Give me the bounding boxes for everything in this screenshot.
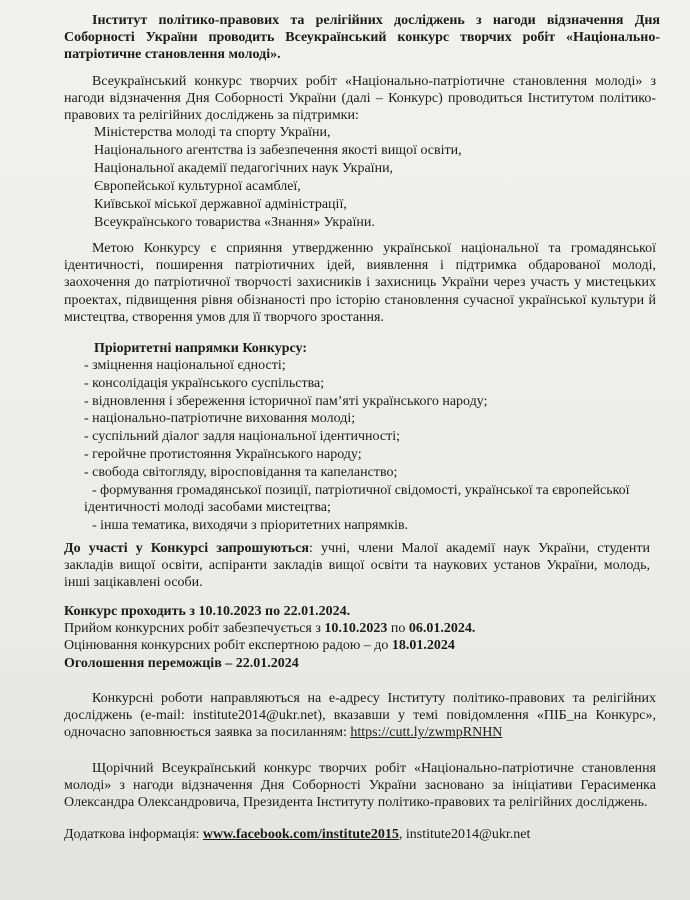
directions-title: Пріоритетні напрямки Конкурсу: <box>94 341 308 356</box>
submission-dates <box>64 620 690 637</box>
participants-label: До участі у Конкурсі запрошуються <box>64 541 309 556</box>
direction-item: - геройчне протистояння Українського народу; <box>84 446 362 462</box>
supporter-item: Міністерства молоді та спорту України, <box>94 125 331 140</box>
submission-mid: по <box>387 621 409 637</box>
evaluation-prefix: Оцінювання конкурсних робіт експертною радою – до <box>64 638 392 654</box>
direction-item: - формування громадянської позиції, патріотичної свідомості, української та європейської ідентичності молоді засобами мистецтва; <box>84 482 630 516</box>
direction-item: - національно-патріотичне виховання молоді; <box>84 411 356 427</box>
intro-paragraph: Всеукраїнський конкурс творчих робіт «Національно-патріотичне становлення молоді» з нагоди відзначення Дня Соборності України (далі – Конкурс) проводиться Інститутом політико-правових та релігійних досліджень за підтримки: <box>64 74 656 124</box>
participants-paragraph <box>64 540 650 592</box>
supporter-item: Київської міської державної адміністрації, <box>94 196 347 212</box>
document-heading: Інститут політико-правових та релігійних досліджень з нагоди відзначення Дня Соборності України проводить Всеукраїнський конкурс творчих робіт «Національно-патріотичне становлення молоді». <box>64 13 660 63</box>
extra-label: Додаткова інформація: <box>64 827 203 842</box>
goal-paragraph: Метою Конкурсу є сприяння утвердженню української національної та громадянської ідентичності, поширення патріотичних ідей, виявлення і підтримка обдарованої молоді, заохочення до патріотичної творчості захисників і захисниць України через участь у мистецьких проектах, підвищення рівня обізнаності про історію становлення сучасної української культури й мистецтва, створення умов для її творчого зростання. <box>64 241 656 325</box>
supporter-item: Європейської культурної асамблеї, <box>94 178 301 194</box>
contacts-text: Конкурсні роботи направляються на e-адресу Інституту політико-правових та релігійних досліджень (e-mail: institute2014@ukr.net), вказавши у темі повідомлення «ПІБ_на Конкурс», одночасно заповнюється заявка за посиланням: <box>64 691 656 741</box>
submission-from: 10.10.2023 <box>324 621 388 637</box>
supporters-list <box>94 124 690 231</box>
direction-item: - консолідація українського суспільства; <box>84 375 325 391</box>
supporter-item: Всеукраїнського товариства «Знання» України. <box>94 214 375 230</box>
direction-item: - відновлення і збереження історичної пам’яті українського народу; <box>84 393 488 409</box>
directions-list <box>84 357 656 535</box>
extra-info <box>64 826 690 843</box>
evaluation-date-value: 18.01.2024 <box>391 638 455 654</box>
direction-item: - зміцнення національної єдності; <box>84 358 286 373</box>
supporter-item: Національного агентства із забезпечення якості вищої освіти, <box>94 142 462 158</box>
extra-email: , institute2014@ukr.net <box>398 827 531 842</box>
facebook-link[interactable]: www.facebook.com/institute2015 <box>202 827 399 842</box>
final-paragraph: Щорічний Всеукраїнський конкурс творчих робіт «Національно-патріотичне становлення молоді» з нагоди відзначення Дня Соборності України засновано за ініціативи Герасименка Олександра Олександровича, Президента Інституту політико-правових та релігійних досліджень. <box>64 761 656 811</box>
application-link[interactable]: https://cutt.ly/zwmpRNHN <box>350 725 503 741</box>
contacts-paragraph <box>64 690 656 742</box>
direction-item: - свобода світогляду, віросповідання та капеланство; <box>84 464 398 480</box>
direction-item: - суспільний діалог задля національної ідентичності; <box>84 429 400 445</box>
direction-item: - інша тематика, виходячи з пріоритетних напрямків. <box>92 518 409 534</box>
submission-to: 06.01.2024. <box>408 621 476 637</box>
submission-prefix: Прийом конкурсних робіт забезпечується з <box>64 621 325 637</box>
winners-announcement: Оголошення переможців – 22.01.2024 <box>64 655 299 671</box>
contest-period: Конкурс проходить з 10.10.2023 по 22.01.2024. <box>64 604 351 619</box>
dates-block <box>64 603 690 672</box>
supporter-item: Національної академії педагогічних наук України, <box>94 160 394 176</box>
evaluation-date <box>64 637 690 654</box>
participants-text: : учні, члени Малої академії наук України, студенти закладів вищої освіти, аспіранти закладів вищої освіти та наукових установ України, молодь, інші зацікавлені особи. <box>64 541 650 591</box>
